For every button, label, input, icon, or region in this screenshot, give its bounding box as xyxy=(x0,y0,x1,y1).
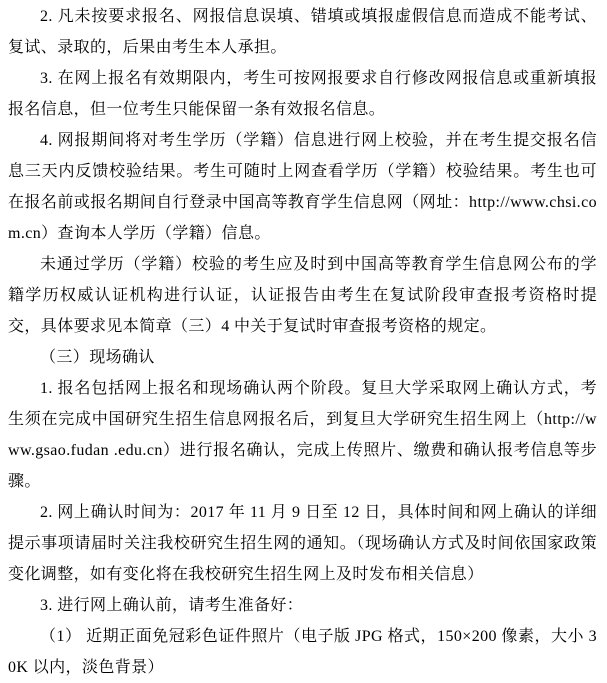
paragraph-item-2-registration-errors: 2. 凡未按要求报名、网报信息误填、错填或填报虚假信息而造成不能考试、复试、录取的，后果由考生本人承担。 xyxy=(8,8,597,56)
section-heading-onsite-confirmation: （三）现场确认 xyxy=(40,349,155,366)
paragraph-item-2-confirmation-time: 2. 网上确认时间为：2017 年 11 月 9 日至 12 日，具体时间和网上确认的详细提示事项请届时关注我校研究生招生网的通知。（现场确认方式及时间依国家政策变化调整，如有变化将在我校研究生招生网上及时发布相关信息） xyxy=(8,504,597,583)
paragraph-item-1-registration-stages: 1. 报名包括网上报名和现场确认两个阶段。复旦大学采取网上确认方式，考生须在完成中国研究生招生信息网报名后，到复旦大学研究生招生网上（http://www.gsao.fudan .edu.cn）进行报名确认，完成上传照片、缴费和确认报考信息等步骤。 xyxy=(8,380,597,490)
paragraph-item-3-modify-info: 3. 在网上报名有效期限内，考生可按网报要求自行修改网报信息或重新填报报名信息，但一位考生只能保留一条有效报名信息。 xyxy=(8,70,597,118)
paragraph-item-3-prepare-before-confirmation: 3. 进行网上确认前，请考生准备好： xyxy=(40,597,304,614)
paragraph-verification-failure-certification: 未通过学历（学籍）校验的考生应及时到中国高等教育学生信息网公布的学籍学历权威认证机构进行认证，认证报告由考生在复试阶段审查报考资格时提交，具体要求见本简章（三）4 中关于复试时审查报考资格的规定。 xyxy=(8,256,597,335)
paragraph-item-4-education-verification: 4. 网报期间将对考生学历（学籍）信息进行网上校验，并在考生提交报名信息三天内反馈校验结果。考生可随时上网查看学历（学籍）校验结果。考生也可在报名前或报名期间自行登录中国高等教育学生信息网（网址：http://www.chsi.com.cn）查询本人学历（学籍）信息。 xyxy=(8,132,597,242)
paragraph-item-1-photo-requirements: （1） 近期正面免冠彩色证件照片（电子版 JPG 格式，150×200 像素，大小 30K 以内，淡色背景） xyxy=(8,628,597,676)
